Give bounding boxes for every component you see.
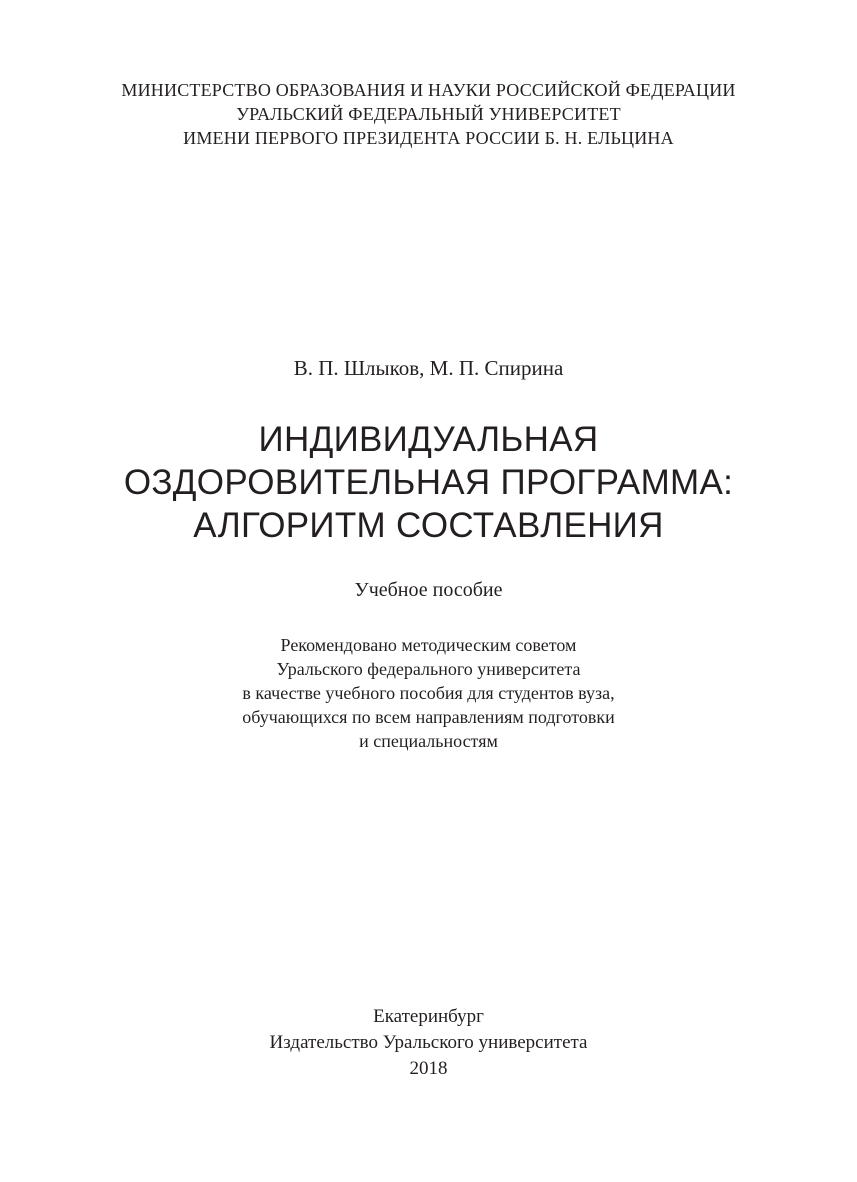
recommendation-line: Рекомендовано методическим советом: [280, 635, 577, 655]
imprint-city: Екатеринбург: [373, 1006, 484, 1027]
recommendation-line: в качестве учебного пособия для студентов вуза,: [242, 683, 615, 703]
institution-line-university: УРАЛЬСКИЙ ФЕДЕРАЛЬНЫЙ УНИВЕРСИТЕТ: [236, 104, 621, 124]
imprint: [0, 1004, 857, 1082]
book-title-line: ИНДИВИДУАЛЬНАЯ: [258, 420, 599, 459]
recommendation-note: [0, 633, 857, 753]
book-title-line: АЛГОРИТМ СОСТАВЛЕНИЯ: [193, 506, 664, 545]
imprint-publisher: Издательство Уральского университета: [269, 1032, 588, 1053]
institution-line-named-after: ИМЕНИ ПЕРВОГО ПРЕЗИДЕНТА РОССИИ Б. Н. ЕЛЬЦИНА: [183, 128, 674, 148]
institution-line-ministry: МИНИСТЕРСТВО ОБРАЗОВАНИЯ И НАУКИ РОССИЙСКОЙ ФЕДЕРАЦИИ: [121, 80, 736, 100]
book-title-line: ОЗДОРОВИТЕЛЬНАЯ ПРОГРАММА:: [123, 463, 734, 502]
institution-header: [0, 78, 857, 150]
book-title: [0, 418, 857, 547]
recommendation-line: обучающихся по всем направлениям подготовки: [242, 707, 615, 727]
authors: В. П. Шлыков, М. П. Спирина: [293, 356, 564, 380]
document-type: Учебное пособие: [354, 579, 503, 601]
recommendation-line: Уральского федерального университета: [276, 659, 581, 679]
recommendation-line: и специальностям: [359, 731, 498, 751]
imprint-year: 2018: [409, 1058, 448, 1079]
